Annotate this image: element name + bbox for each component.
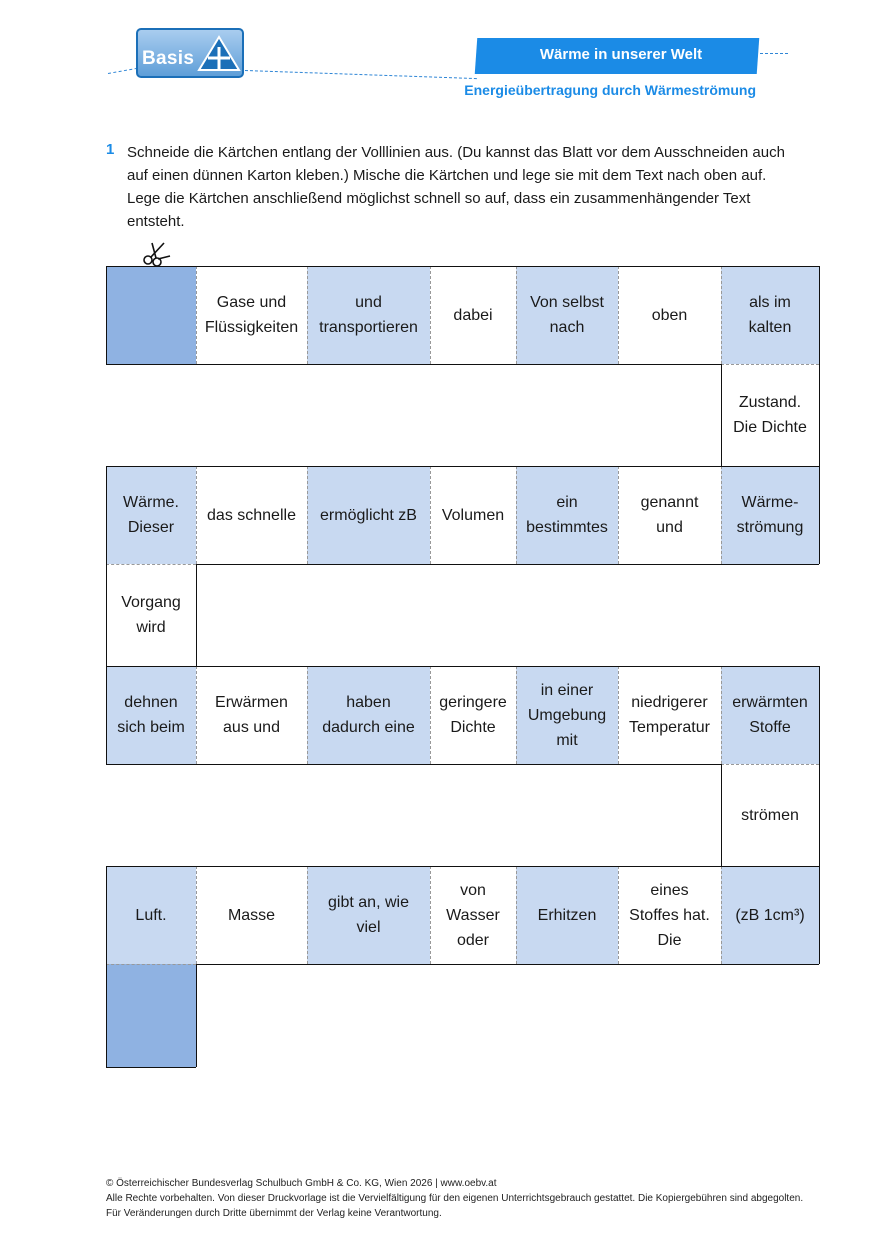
task-instructions: Schneide die Kärtchen entlang der Volllinien aus. (Du kannst das Blatt vor dem Ausschneiden auch auf einen dünnen Karton kleben.) Mische die Kärtchen und lege sie mit dem Text nach oben auf. Lege die Kärtchen anschließend möglichst schnell so auf, dass ein zusammenhängender Text entsteht. bbox=[127, 144, 785, 230]
card-4-1: Luft. bbox=[106, 866, 196, 964]
cut-line bbox=[721, 364, 819, 365]
outline bbox=[106, 866, 819, 867]
outline bbox=[106, 266, 107, 364]
page-subtitle: Energieübertragung durch Wärmeströmung bbox=[464, 82, 756, 98]
cut-line bbox=[106, 964, 196, 965]
card-4-7: (zB 1cm³) bbox=[721, 866, 819, 964]
cut-line bbox=[618, 466, 619, 564]
footer-disclaimer: Für Veränderungen durch Dritte übernimmt der Verlag keine Verantwortung. bbox=[106, 1208, 442, 1219]
outline bbox=[819, 364, 820, 466]
card-1-connector: Zustand. Die Dichte bbox=[721, 364, 819, 466]
footer-copyright: © Österreichischer Bundesverlag Schulbuch GmbH & Co. KG, Wien 2026 | www.oebv.at bbox=[106, 1178, 497, 1189]
outline bbox=[819, 266, 820, 364]
card-2-1: Wärme. Dieser bbox=[106, 466, 196, 564]
cut-line bbox=[721, 764, 819, 765]
outline bbox=[106, 1067, 196, 1068]
cut-line bbox=[196, 666, 197, 764]
cut-line bbox=[721, 866, 722, 964]
cut-line bbox=[196, 466, 197, 564]
cut-line bbox=[721, 266, 722, 364]
outline bbox=[196, 964, 819, 965]
card-2-2: das schnelle bbox=[196, 466, 307, 564]
cut-line bbox=[618, 666, 619, 764]
card-3-4: geringere Dichte bbox=[430, 666, 516, 764]
card-2-5: ein bestimmtes bbox=[516, 466, 618, 564]
triangle-logo-icon bbox=[196, 34, 242, 74]
scissors-icon bbox=[142, 241, 172, 267]
card-3-3: haben dadurch eine bbox=[307, 666, 430, 764]
cut-line bbox=[430, 866, 431, 964]
outline bbox=[106, 266, 819, 267]
outline bbox=[106, 666, 107, 764]
outline bbox=[106, 764, 721, 765]
card-4-4: von Wasser oder bbox=[430, 866, 516, 964]
cut-line bbox=[430, 666, 431, 764]
card-4-3: gibt an, wie viel bbox=[307, 866, 430, 964]
cut-line bbox=[307, 266, 308, 364]
card-3-7: erwärmten Stoffe bbox=[721, 666, 819, 764]
card-1-1 bbox=[106, 266, 196, 364]
card-1-5: Von selbst nach bbox=[516, 266, 618, 364]
outline bbox=[106, 964, 107, 1067]
card-2-7: Wärme- strömung bbox=[721, 466, 819, 564]
page-title: Wärme in unserer Welt bbox=[539, 46, 703, 63]
card-3-6: niedrigerer Temperatur bbox=[618, 666, 721, 764]
outline bbox=[196, 564, 197, 666]
outline bbox=[196, 964, 197, 1067]
outline bbox=[106, 666, 819, 667]
card-3-2: Erwärmen aus und bbox=[196, 666, 307, 764]
cut-line bbox=[196, 266, 197, 364]
cut-line bbox=[307, 466, 308, 564]
cut-line bbox=[430, 266, 431, 364]
card-1-3: und transportieren bbox=[307, 266, 430, 364]
cut-line bbox=[618, 866, 619, 964]
cut-line bbox=[516, 666, 517, 764]
outline bbox=[819, 866, 820, 964]
cut-line bbox=[196, 866, 197, 964]
outline bbox=[819, 764, 820, 866]
header-line-middle bbox=[245, 70, 477, 79]
task-number: 1 bbox=[106, 141, 115, 158]
card-1-7: als im kalten bbox=[721, 266, 819, 364]
outline bbox=[819, 666, 820, 764]
outline bbox=[106, 466, 819, 467]
cut-line bbox=[618, 266, 619, 364]
card-4-6: eines Stoffes hat. Die bbox=[618, 866, 721, 964]
outline bbox=[196, 564, 819, 565]
outline bbox=[106, 466, 107, 564]
cut-line bbox=[721, 666, 722, 764]
cut-line bbox=[307, 666, 308, 764]
cut-line bbox=[106, 564, 196, 565]
outline bbox=[721, 764, 722, 866]
card-4-connector bbox=[106, 964, 196, 1067]
card-1-2: Gase und Flüssigkeiten bbox=[196, 266, 307, 364]
cut-line bbox=[430, 466, 431, 564]
card-1-4: dabei bbox=[430, 266, 516, 364]
cut-line bbox=[721, 466, 722, 564]
card-2-6: genannt und bbox=[618, 466, 721, 564]
cut-line bbox=[516, 866, 517, 964]
card-2-4: Volumen bbox=[430, 466, 516, 564]
outline bbox=[721, 364, 722, 466]
cut-line bbox=[307, 866, 308, 964]
card-2-3: ermöglicht zB bbox=[307, 466, 430, 564]
card-2-connector: Vorgang wird bbox=[106, 564, 196, 666]
card-4-5: Erhitzen bbox=[516, 866, 618, 964]
outline bbox=[106, 564, 107, 666]
outline bbox=[106, 866, 107, 964]
outline bbox=[819, 466, 820, 564]
logo-label: Basis bbox=[142, 48, 195, 69]
card-4-2: Masse bbox=[196, 866, 307, 964]
cut-line bbox=[516, 466, 517, 564]
card-3-connector: strömen bbox=[721, 764, 819, 866]
card-3-5: in einer Umgebung mit bbox=[516, 666, 618, 764]
card-3-1: dehnen sich beim bbox=[106, 666, 196, 764]
header-line-left bbox=[108, 68, 138, 74]
outline bbox=[106, 364, 721, 365]
card-1-6: oben bbox=[618, 266, 721, 364]
footer bbox=[106, 1176, 803, 1221]
cut-line bbox=[516, 266, 517, 364]
footer-rights: Alle Rechte vorbehalten. Von dieser Druckvorlage ist die Vervielfältigung für den eigenen Unterrichtsgebrauch gestattet. Die Kopiergebühren sind abgegolten. bbox=[106, 1193, 804, 1204]
